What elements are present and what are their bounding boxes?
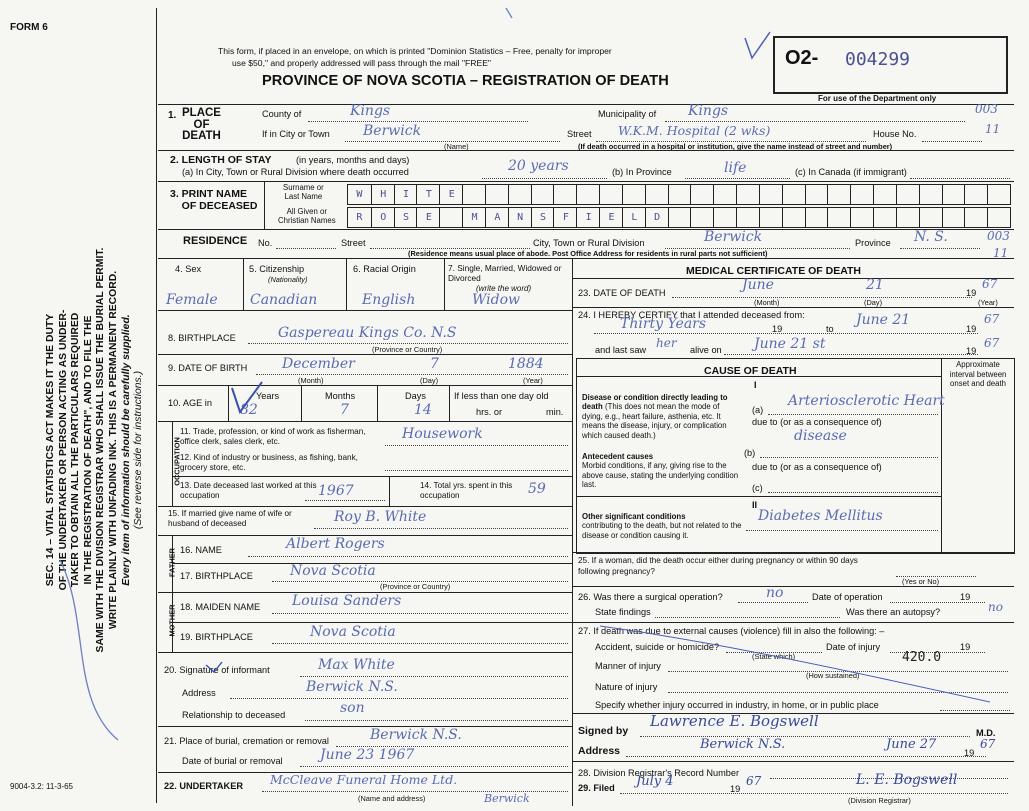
filed-label: 29. Filed bbox=[578, 783, 615, 793]
registration-number: 004299 bbox=[845, 49, 911, 70]
age-label: 10. AGE in bbox=[168, 398, 212, 408]
place-label-num: 1. bbox=[168, 110, 177, 121]
side-line-8: (See reverse side for instructions.) bbox=[133, 370, 145, 530]
alive-year: 67 bbox=[984, 336, 1000, 350]
letter-box: S bbox=[394, 208, 418, 227]
physician-address-19: 19 bbox=[964, 748, 975, 758]
letter-box: R bbox=[356, 212, 363, 223]
letter-box: E bbox=[416, 208, 440, 227]
attended-19b: 19 bbox=[966, 324, 977, 334]
relationship-value: son bbox=[340, 700, 365, 716]
dob-day-caption: (Day) bbox=[420, 376, 439, 385]
state-findings-label: State findings bbox=[595, 607, 651, 617]
relationship-label: Relationship to deceased bbox=[182, 710, 286, 720]
residence-code-2: 11 bbox=[993, 246, 1009, 260]
age-days-value: 14 bbox=[414, 402, 432, 418]
age-months-value: 7 bbox=[340, 402, 349, 418]
attended-to-label: to bbox=[826, 324, 834, 334]
municipality-code: 003 bbox=[975, 102, 998, 116]
municipality-value: Kings bbox=[688, 103, 729, 119]
racial-origin-value: English bbox=[362, 292, 416, 308]
letter-box: E bbox=[599, 208, 623, 227]
marital-value: Widow bbox=[472, 292, 520, 308]
dob-month: December bbox=[282, 356, 355, 372]
age-years-label: Years bbox=[256, 391, 280, 401]
date-of-death-label: 23. DATE OF DEATH bbox=[578, 288, 666, 298]
cause-of-death-heading: CAUSE OF DEATH bbox=[704, 365, 797, 377]
md-label: M.D. bbox=[976, 728, 996, 738]
due-to-2: due to (or as a consequence of) bbox=[752, 462, 882, 472]
direct-cause-rest: (This does not mean the mode of dying, e.g., heart failure, asthenia, etc. It means the disease, injury, or complication which caused death.) bbox=[582, 402, 727, 440]
letter-box: F bbox=[553, 208, 577, 227]
mother-birthplace-label: 19. BIRTHPLACE bbox=[180, 632, 253, 642]
operation-year: 19 bbox=[960, 592, 971, 602]
nature-label: Nature of injury bbox=[595, 682, 658, 692]
date-of-death-19: 19 bbox=[966, 288, 977, 298]
other-conditions-rest: contributing to the death, but not related to the disease or condition causing it. bbox=[582, 521, 742, 540]
interval-label: Approximate interval between onset and death bbox=[949, 360, 1007, 388]
total-years-value: 59 bbox=[528, 481, 546, 497]
undertaker-sub: Berwick bbox=[484, 792, 530, 805]
age-days-label: Days bbox=[405, 391, 426, 401]
county-label: County of bbox=[262, 109, 302, 119]
father-side-label: FATHER bbox=[167, 548, 177, 578]
industry-label: 12. Kind of industry or business, as fishing, bank, grocery store, etc. bbox=[180, 453, 358, 472]
spouse-value: Roy B. White bbox=[334, 509, 427, 525]
date-of-death-year: 67 bbox=[982, 277, 998, 291]
age-years-value: 82 bbox=[240, 402, 258, 418]
burial-date-label: Date of burial or removal bbox=[182, 756, 283, 766]
form-title: PROVINCE OF NOVA SCOTIA – REGISTRATION OF DEATH bbox=[262, 73, 669, 89]
registrar-caption: (Division Registrar) bbox=[848, 796, 911, 805]
mail-notice-1: This form, if placed in an envelope, on which is printed "Dominion Statistics – Free, penalty for improper bbox=[218, 46, 612, 56]
letter-box: A bbox=[485, 208, 509, 227]
side-line-1: SEC. 14 – VITAL STATISTICS ACT MAKES IT THE DUTY bbox=[45, 313, 56, 587]
attended-19a: 19 bbox=[772, 324, 783, 334]
place-of-death-label: PLACE OF DEATH bbox=[182, 107, 221, 142]
letter-box: M bbox=[462, 208, 486, 227]
stay-province-label: (b) In Province bbox=[612, 167, 672, 177]
dob-year-caption: (Year) bbox=[523, 376, 543, 385]
surname-label: Surname or Last Name bbox=[283, 183, 324, 201]
letter-box: E bbox=[439, 185, 463, 204]
antecedent-rest: Morbid conditions, if any, giving rise to the above cause, stating the underlying condition last. bbox=[582, 461, 739, 490]
registrar-record-label: 28. Division Registrar's Record Number bbox=[578, 768, 740, 778]
sex-value: Female bbox=[166, 292, 218, 308]
yes-no-caption: (Yes or No) bbox=[902, 577, 940, 586]
street-value: W.K.M. Hospital (2 wks) bbox=[618, 123, 771, 138]
informant-address-label: Address bbox=[182, 688, 216, 698]
alive-19: 19 bbox=[966, 346, 977, 356]
attended-label: 24. I HEREBY CERTIFY that I attended deceased from: bbox=[578, 310, 805, 320]
state-which-caption: (State which) bbox=[752, 652, 796, 661]
informant-signature-value: Max White bbox=[318, 657, 395, 673]
signed-by-label: Signed by bbox=[578, 725, 629, 737]
stamp-code: 420.0 bbox=[902, 650, 942, 665]
specify-label: Specify whether injury occurred in industry, in home, or in public place bbox=[595, 700, 879, 710]
alive-on-value: June 21 st bbox=[754, 336, 826, 352]
length-of-stay-label: 2. LENGTH OF STAY bbox=[170, 154, 272, 166]
side-line-2: OF THE UNDERTAKER OR PERSON ACTING AS UNDER- bbox=[57, 309, 69, 591]
alive-on-label: alive on bbox=[690, 345, 722, 355]
hrs-label: hrs. or bbox=[476, 407, 503, 417]
residence-province-label: Province bbox=[855, 238, 891, 248]
cause-a-value: Arteriosclerotic Heart bbox=[788, 393, 945, 409]
letter-box: O bbox=[371, 208, 395, 227]
attended-from-value: Thirty Years bbox=[620, 316, 707, 332]
cause-b-label: (b) bbox=[744, 448, 756, 458]
mother-side-label: MOTHER bbox=[167, 604, 177, 637]
county-value: Kings bbox=[350, 103, 391, 119]
other-conditions-value: Diabetes Mellitus bbox=[758, 508, 883, 524]
citizenship-value: Canadian bbox=[250, 292, 318, 308]
letter-box: T bbox=[416, 185, 440, 204]
accident-label: Accident, suicide or homicide? bbox=[595, 642, 720, 652]
street-label: Street bbox=[567, 129, 592, 139]
external-causes-question: 27. If death was due to external causes (violence) fill in also the following: – bbox=[578, 626, 885, 636]
occupation-side-label: OCCUPATION bbox=[172, 437, 182, 486]
pregnancy-question: 25. If a woman, did the death occur either during pregnancy or within 90 days following pregnancy? bbox=[578, 556, 858, 576]
min-label: min. bbox=[546, 407, 564, 417]
burial-date-value: June 23 1967 bbox=[320, 747, 415, 763]
physician-address-year: 67 bbox=[980, 737, 996, 751]
side-line-3: TAKER TO OBTAIN ALL THE PARTICULARS REQUIRED bbox=[70, 312, 82, 588]
due-to-1: due to (or as a consequence of) bbox=[752, 417, 882, 427]
name-caption: (Name) bbox=[444, 142, 469, 151]
municipality-label: Municipality of bbox=[598, 109, 657, 119]
print-name-label: 3. PRINT NAME OF DECEASED bbox=[170, 188, 258, 212]
dod-day-caption: (Day) bbox=[864, 298, 883, 307]
dob-day: 7 bbox=[430, 356, 439, 372]
form-number: FORM 6 bbox=[10, 22, 48, 33]
physician-address-date: June 27 bbox=[886, 737, 937, 752]
autopsy-value: no bbox=[988, 600, 1003, 614]
spouse-label: 15. If married give name of wife or husband of deceased bbox=[168, 509, 292, 528]
letter-box: I bbox=[394, 185, 418, 204]
residence-city-value: Berwick bbox=[704, 229, 763, 245]
part-one-label: I bbox=[754, 380, 757, 390]
other-conditions-bold: Other significant conditions bbox=[582, 512, 686, 521]
physician-address-label: Address bbox=[578, 745, 621, 757]
direct-cause-bold: Disease or condition directly leading to death bbox=[582, 393, 728, 412]
undertaker-label: 22. UNDERTAKER bbox=[164, 781, 243, 791]
burial-place-label: 21. Place of burial, cremation or removal bbox=[164, 736, 329, 746]
marital-label: 7. Single, Married, Widowed or Divorced bbox=[448, 263, 562, 283]
mother-maiden-label: 18. MAIDEN NAME bbox=[180, 602, 261, 612]
mother-birthplace-value: Nova Scotia bbox=[310, 624, 396, 640]
residence-label: RESIDENCE bbox=[183, 235, 248, 247]
medical-certificate-heading: MEDICAL CERTIFICATE OF DEATH bbox=[686, 265, 861, 277]
letter-box: H bbox=[371, 185, 395, 204]
house-code: 11 bbox=[985, 122, 1001, 136]
stay-province-value: life bbox=[724, 160, 747, 176]
father-birthplace-label: 17. BIRTHPLACE bbox=[180, 571, 253, 581]
department-use-label: For use of the Department only bbox=[818, 94, 937, 103]
dob-month-caption: (Month) bbox=[298, 376, 324, 385]
last-saw-label: and last saw bbox=[595, 345, 647, 355]
filed-value: July 4 bbox=[636, 774, 674, 789]
last-saw-her: her bbox=[656, 336, 677, 350]
hospital-note: (If death occurred in a hospital or institution, give the name instead of street and number) bbox=[578, 142, 893, 151]
residence-no-label: No. bbox=[258, 238, 273, 248]
filed-19: 19 bbox=[730, 784, 741, 794]
informant-address-value: Berwick N.S. bbox=[306, 679, 398, 695]
letter-box: W bbox=[356, 189, 363, 200]
attended-to-year: 67 bbox=[984, 312, 1000, 326]
injury-year: 19 bbox=[960, 642, 971, 652]
informant-signature-label: 20. Signature of informant bbox=[164, 665, 270, 675]
filed-year: 67 bbox=[746, 774, 762, 788]
stay-canada-label: (c) In Canada (if immigrant) bbox=[795, 167, 907, 177]
date-of-death-month: June bbox=[742, 277, 774, 293]
registrar-signature: L. E. Bogswell bbox=[856, 772, 958, 788]
birthplace-caption: (Province or Country) bbox=[372, 345, 443, 354]
residence-city-label: City, Town or Rural Division bbox=[533, 238, 645, 248]
undertaker-caption: (Name and address) bbox=[358, 794, 426, 803]
residence-province-value: N. S. bbox=[914, 229, 948, 245]
part-two-label: II bbox=[752, 500, 758, 510]
father-birthplace-caption: (Province or Country) bbox=[380, 582, 451, 591]
antecedent-bold: Antecedent causes bbox=[582, 452, 654, 461]
marital-sub: (write the word) bbox=[476, 284, 532, 293]
letter-box: I bbox=[576, 208, 600, 227]
city-town-value: Berwick bbox=[363, 123, 422, 139]
citizenship-label: 5. Citizenship bbox=[249, 264, 305, 274]
cause-a-label: (a) bbox=[752, 405, 764, 415]
birthplace-label: 8. BIRTHPLACE bbox=[168, 333, 236, 343]
trade-value: Housework bbox=[402, 426, 483, 442]
manner-label: Manner of injury bbox=[595, 661, 661, 671]
dob-label: 9. DATE OF BIRTH bbox=[168, 363, 248, 373]
signed-by-value: Lawrence E. Bogswell bbox=[650, 712, 819, 730]
length-of-stay-note: (in years, months and days) bbox=[296, 155, 410, 165]
surgery-question: 26. Was there a surgical operation? bbox=[578, 592, 723, 602]
trade-label: 11. Trade, profession, or kind of work as fisherman, office clerk, sales clerk, etc. bbox=[180, 427, 366, 446]
father-name-value: Albert Rogers bbox=[286, 536, 385, 552]
dod-month-caption: (Month) bbox=[754, 298, 780, 307]
stay-city-label: (a) In City, Town or Rural Division where death occurred bbox=[182, 167, 409, 177]
cause-c-label: (c) bbox=[752, 483, 763, 493]
undertaker-value: McCleave Funeral Home Ltd. bbox=[270, 772, 458, 787]
residence-code-1: 003 bbox=[987, 229, 1010, 243]
dod-year-caption: (Year) bbox=[978, 298, 998, 307]
footer-code: 9004-3.2: 11-3-65 bbox=[10, 782, 74, 791]
less-than-day-label: If less than one day old bbox=[454, 391, 549, 401]
attended-to-value: June 21 bbox=[856, 312, 911, 328]
side-line-7: Every item of information should be carefully supplied. bbox=[120, 314, 132, 586]
residence-street-label: Street bbox=[341, 238, 366, 248]
side-line-5: SAME WITH THE DIVISION REGISTRAR WHO SHALL ISSUE THE BURIAL PERMIT. bbox=[95, 247, 107, 653]
letter-box: D bbox=[645, 208, 669, 227]
letter-box: S bbox=[531, 208, 555, 227]
given-names-label: All Given or Christian Names bbox=[278, 207, 336, 225]
registration-prefix: O2- bbox=[785, 47, 819, 69]
sex-label: 4. Sex bbox=[175, 264, 202, 274]
date-of-death-day: 21 bbox=[866, 277, 884, 293]
letter-box: N bbox=[508, 208, 532, 227]
last-worked-label: 13. Date deceased last worked at this occupation bbox=[180, 481, 317, 500]
autopsy-question: Was there an autopsy? bbox=[846, 607, 941, 617]
residence-note: (Residence means usual place of abode. Post Office Address for residents in rural parts not sufficient) bbox=[408, 249, 768, 258]
racial-origin-label: 6. Racial Origin bbox=[353, 264, 416, 274]
how-sustained-caption: (How sustained) bbox=[806, 671, 860, 680]
letter-box: L bbox=[622, 208, 646, 227]
city-town-label: If in City or Town bbox=[262, 129, 330, 139]
stay-city-value: 20 years bbox=[508, 158, 569, 174]
surgery-value: no bbox=[766, 585, 784, 601]
father-birthplace-value: Nova Scotia bbox=[290, 563, 376, 579]
father-name-label: 16. NAME bbox=[180, 545, 222, 555]
operation-date-label: Date of operation bbox=[812, 592, 883, 602]
house-no-label: House No. bbox=[873, 129, 917, 139]
injury-date-label: Date of injury bbox=[826, 642, 881, 652]
burial-place-value: Berwick N.S. bbox=[370, 727, 462, 743]
mother-maiden-value: Louisa Sanders bbox=[292, 593, 402, 609]
side-line-6: WRITE PLAINLY WITH UNFADING INK. THIS IS A PERMANENT RECORD. bbox=[107, 270, 119, 630]
citizenship-sub: (Nationality) bbox=[268, 275, 308, 284]
physician-address-value: Berwick N.S. bbox=[700, 737, 786, 752]
last-worked-value: 1967 bbox=[318, 483, 354, 499]
age-months-label: Months bbox=[325, 391, 356, 401]
total-years-label: 14. Total yrs. spent in this occupation bbox=[420, 481, 513, 500]
side-line-4: IN THE REGISTRATION OF DEATH", AND TO FILE THE bbox=[82, 315, 94, 585]
mail-notice-2: use $50," and properly addressed will pass through the mail "FREE" bbox=[232, 58, 491, 68]
birthplace-value: Gaspereau Kings Co. N.S bbox=[278, 325, 457, 341]
cause-a-value-2: disease bbox=[794, 428, 847, 444]
dob-year: 1884 bbox=[508, 356, 544, 372]
